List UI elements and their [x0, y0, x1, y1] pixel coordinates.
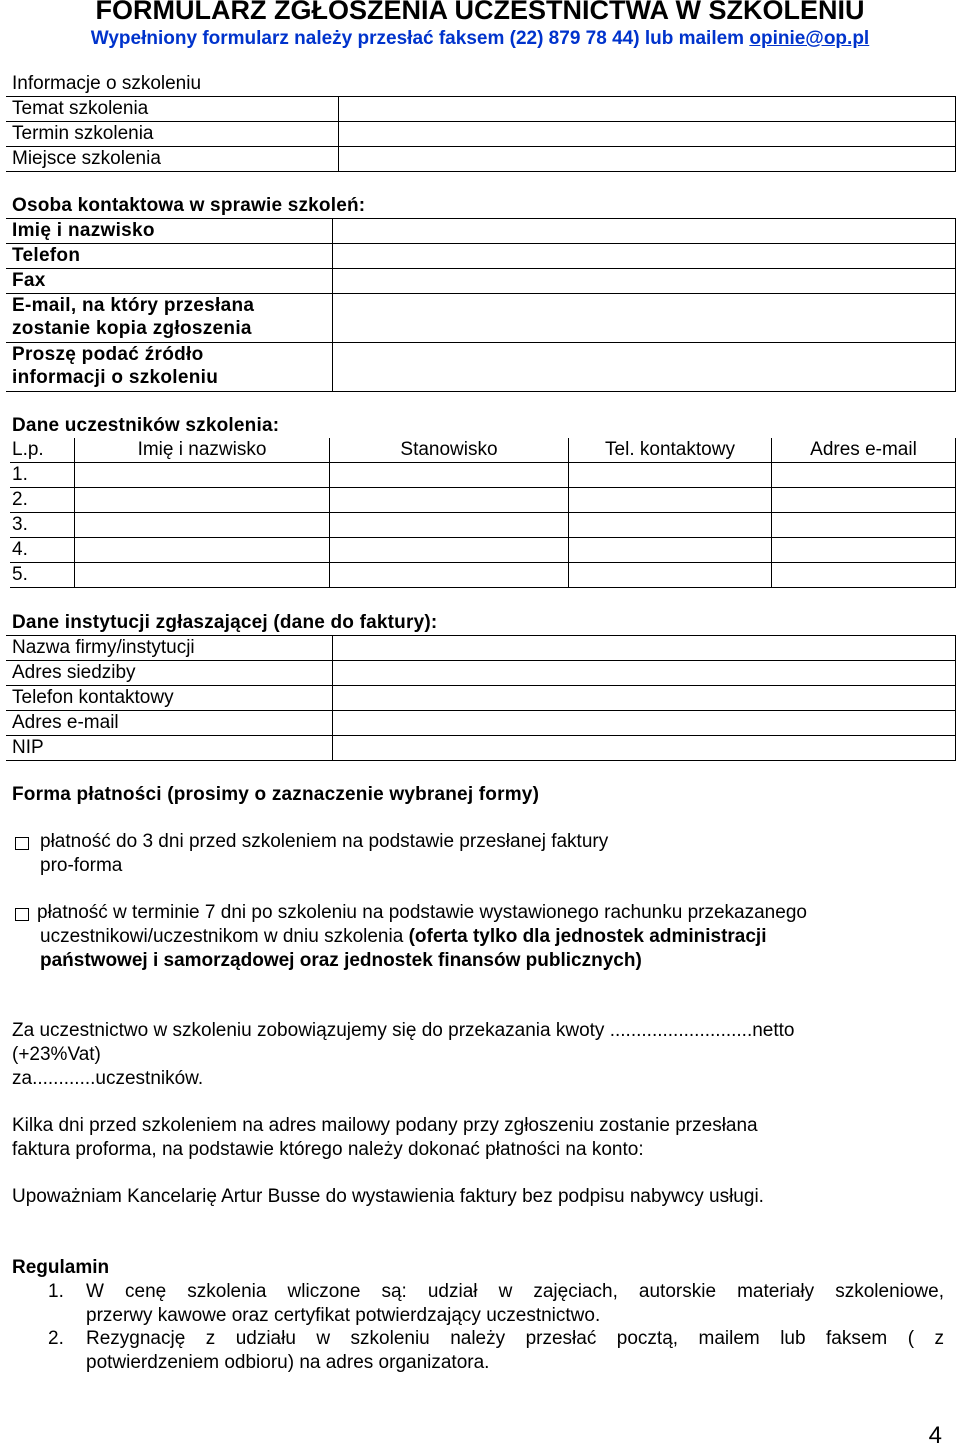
- payment-option-2-note: państwowej i samorządowej oraz jednostek finansów publicznych): [40, 950, 642, 971]
- column-header: Imię i nazwisko: [75, 438, 330, 463]
- phone-cell[interactable]: [569, 538, 772, 563]
- table-row: [6, 343, 956, 392]
- row-label: Temat szkolenia: [6, 97, 339, 122]
- authorization-text: Upoważniam Kancelarię Artur Busse do wystawienia faktury bez podpisu nabywcy usługi.: [12, 1186, 764, 1207]
- table-header-row: [10, 438, 956, 463]
- table-row: [10, 538, 956, 563]
- company-name-field[interactable]: [333, 636, 956, 661]
- subtitle-text: Wypełniony formularz należy przesłać faksem (22) 879 78 44) lub mailem: [90, 28, 750, 49]
- location-field[interactable]: [339, 147, 956, 172]
- payment-option-2-text: [40, 925, 767, 949]
- position-cell[interactable]: [330, 538, 569, 563]
- nip-field[interactable]: [333, 736, 956, 761]
- table-row: [6, 711, 956, 736]
- label-line: E-mail, na który przesłana: [12, 295, 255, 316]
- page-number: 4: [928, 1422, 942, 1449]
- phone-cell[interactable]: [569, 488, 772, 513]
- name-cell[interactable]: [75, 563, 330, 588]
- row-label: Fax: [6, 269, 333, 294]
- institution-table: [6, 635, 956, 761]
- address-field[interactable]: [333, 661, 956, 686]
- table-row: [6, 97, 956, 122]
- training-heading: Informacje o szkoleniu: [12, 73, 202, 94]
- contact-heading: Osoba kontaktowa w sprawie szkoleń:: [12, 195, 366, 216]
- date-field[interactable]: [339, 122, 956, 147]
- table-row: [6, 219, 956, 244]
- email-cell[interactable]: [772, 463, 956, 488]
- table-row: [10, 488, 956, 513]
- column-header: Stanowisko: [330, 438, 569, 463]
- contact-name-field[interactable]: [333, 219, 956, 244]
- row-number: 3.: [10, 513, 75, 538]
- label-line: zostanie kopia zgłoszenia: [12, 318, 252, 339]
- page-subtitle: [0, 27, 960, 51]
- info-source-field[interactable]: [333, 343, 956, 392]
- contact-table: [6, 218, 956, 392]
- company-phone-field[interactable]: [333, 686, 956, 711]
- name-cell[interactable]: [75, 463, 330, 488]
- text-line: faktura proforma, na podstawie którego należy dokonać płatności na konto:: [12, 1139, 644, 1160]
- payment-option-1-text: pro-forma: [40, 855, 123, 876]
- payment-option-2-text: płatność w terminie 7 dni po szkoleniu na podstawie wystawionego rachunku przekazanego: [37, 902, 807, 923]
- column-header: Adres e-mail: [772, 438, 956, 463]
- column-header: Tel. kontaktowy: [569, 438, 772, 463]
- regulation-text: Rezygnację z udziału w szkoleniu należy przesłać pocztą, mailem lub faksem ( z: [86, 1328, 944, 1349]
- phone-cell[interactable]: [569, 563, 772, 588]
- row-label: Miejsce szkolenia: [6, 147, 339, 172]
- invoice-text: [12, 1114, 947, 1162]
- email-cell[interactable]: [772, 488, 956, 513]
- contact-email-field[interactable]: [333, 294, 956, 343]
- email-cell[interactable]: [772, 563, 956, 588]
- company-email-field[interactable]: [333, 711, 956, 736]
- commitment-text: [12, 1019, 947, 1091]
- phone-cell[interactable]: [569, 463, 772, 488]
- row-number: 5.: [10, 563, 75, 588]
- participants-table: [10, 438, 956, 588]
- regulation-text: potwierdzeniem odbioru) na adres organizatora.: [86, 1352, 490, 1373]
- regulation-text: przerwy kawowe oraz certyfikat potwierdzający uczestnictwo.: [86, 1305, 601, 1326]
- table-row: [10, 463, 956, 488]
- table-row: [10, 563, 956, 588]
- table-row: [6, 686, 956, 711]
- training-table: [6, 96, 956, 172]
- contact-fax-field[interactable]: [333, 269, 956, 294]
- table-row: [6, 147, 956, 172]
- name-cell[interactable]: [75, 538, 330, 563]
- text-line: Kilka dni przed szkoleniem na adres mailowy podany przy zgłoszeniu zostanie przesłana: [12, 1115, 758, 1136]
- row-number: 1.: [10, 463, 75, 488]
- email-cell[interactable]: [772, 538, 956, 563]
- text-line: (+23%Vat): [12, 1044, 101, 1065]
- table-row: [10, 513, 956, 538]
- table-row: [6, 244, 956, 269]
- phone-cell[interactable]: [569, 513, 772, 538]
- payment-option-1-text: płatność do 3 dni przed szkoleniem na podstawie przesłanej faktury: [40, 831, 609, 852]
- row-label: [6, 294, 333, 343]
- table-row: [6, 661, 956, 686]
- row-label: NIP: [6, 736, 333, 761]
- text-line: za............uczestników.: [12, 1068, 204, 1089]
- page-title: FORMULARZ ZGŁOSZENIA UCZESTNICTWA W SZKOLENIU: [95, 0, 865, 25]
- name-cell[interactable]: [75, 513, 330, 538]
- row-label: Termin szkolenia: [6, 122, 339, 147]
- column-header: L.p.: [10, 438, 75, 463]
- label-line: Proszę podać źródło: [12, 344, 204, 365]
- regulations-heading: Regulamin: [12, 1257, 110, 1278]
- position-cell[interactable]: [330, 563, 569, 588]
- text-line: Za uczestnictwo w szkoleniu zobowiązujemy się do przekazania kwoty ...........................netto: [12, 1020, 795, 1041]
- regulation-number: 1.: [48, 1281, 64, 1302]
- position-cell[interactable]: [330, 513, 569, 538]
- name-cell[interactable]: [75, 488, 330, 513]
- row-label: Adres siedziby: [6, 661, 333, 686]
- row-label: Nazwa firmy/instytucji: [6, 636, 333, 661]
- email-cell[interactable]: [772, 513, 956, 538]
- table-row: [6, 636, 956, 661]
- row-label: [6, 343, 333, 392]
- row-label: Telefon kontaktowy: [6, 686, 333, 711]
- label-line: informacji o szkoleniu: [12, 367, 219, 388]
- payment-option-2-note: (oferta tylko dla jednostek administracji: [408, 926, 767, 947]
- payment-option-2-normal: uczestnikowi/uczestnikom w dniu szkolenia: [40, 926, 409, 947]
- regulation-number: 2.: [48, 1328, 64, 1349]
- regulation-text: W cenę szkolenia wliczone są: udział w zajęciach, autorskie materiały szkoleniowe,: [86, 1281, 944, 1302]
- table-row: [6, 269, 956, 294]
- position-cell[interactable]: [330, 488, 569, 513]
- row-number: 2.: [10, 488, 75, 513]
- table-row: [6, 294, 956, 343]
- email-link[interactable]: opinie@op.pl: [749, 28, 870, 49]
- position-cell[interactable]: [330, 463, 569, 488]
- row-label: Adres e-mail: [6, 711, 333, 736]
- row-number: 4.: [10, 538, 75, 563]
- institution-heading: Dane instytucji zgłaszającej (dane do faktury):: [12, 612, 438, 633]
- table-row: [6, 122, 956, 147]
- row-label: Imię i nazwisko: [6, 219, 333, 244]
- topic-field[interactable]: [339, 97, 956, 122]
- table-row: [6, 736, 956, 761]
- payment-heading: Forma płatności (prosimy o zaznaczenie wybranej formy): [12, 784, 540, 805]
- payment-option-2-checkbox[interactable]: [15, 908, 29, 921]
- payment-option-1-checkbox[interactable]: [15, 837, 29, 850]
- row-label: Telefon: [6, 244, 333, 269]
- participants-heading: Dane uczestników szkolenia:: [12, 415, 280, 436]
- contact-phone-field[interactable]: [333, 244, 956, 269]
